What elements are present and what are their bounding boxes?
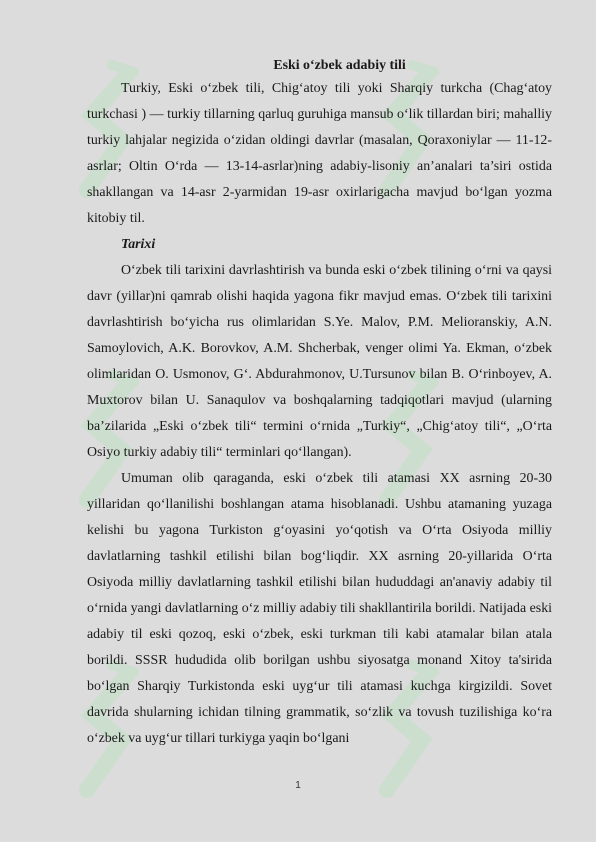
page-number: 1 <box>295 780 301 791</box>
paragraph-intro: Turkiy, Eski o‘zbek tili, Chig‘atoy tili yoki Sharqiy turkcha (Chag‘atoy turkchasi ) — turkiy tillarning qarluq guruhiga mansub o‘lik tillardan biri; mahalliy turkiy lahjalar negizida o‘zidan oldingi davrlar (masalan, Qoraxoniylar — 11-12-asrlar; Oltin O‘rda — 13-14-asrlar)ning adabiy-lisoniy an’analari ta’siri ostida shakllangan va 14-asr 2-yarmidan 19-asr oxirlarigacha mavjud bo‘lgan yozma kitobiy til. <box>87 81 552 226</box>
section-heading-history: Tarixi <box>121 237 156 252</box>
document-title: Eski o‘zbek adabiy tili <box>273 58 406 73</box>
document-body <box>87 56 552 752</box>
paragraph-term-history: Umuman olib qaraganda, eski o‘zbek tili atamasi XX asrning 20-30 yillaridan qo‘llanilishi boshlangan atama hisoblanadi. Ushbu atamaning yuzaga kelishi bu yagona Turkiston g‘oyasini yo‘qotish va O‘rta Osiyoda milliy davlatlarning tashkil etilishi bilan bog‘liqdir. XX asrning 20-yillarida O‘rta Osiyoda milliy davlatlarning tashkil etilishi bilan hududdagi an'anaviy adabiy til o‘rnida yangi davlatlarning o‘z milliy adabiy tili shakllantirila borildi. Natijada eski adabiy til eski qozoq, eski o‘zbek, eski turkman tili kabi atamalar bilan atala borildi. SSSR hududida olib borilgan ushbu siyosatga monand Xitoy ta'sirida bo‘lgan Sharqiy Turkistonda eski uyg‘ur tili atamasi kuchga kirgizildi. Sovet davrida shularning ichidan tilning grammatik, so‘zlik va tovush tuzilishiga ko‘ra o‘zbek va uyg‘ur tillari turkiyga yaqin bo‘lgani <box>87 471 552 746</box>
paragraph-periodization: O‘zbek tili tarixini davrlashtirish va bunda eski o‘zbek tilining o‘rni va qaysi davr (yillar)ni qamrab olishi haqida yagona fikr mavjud emas. O‘zbek tili tarixini davrlashtirish bo‘yicha rus olimlaridan S.Ye. Malov, P.M. Melioranskiy, A.N. Samoylovich, A.K. Borovkov, A.M. Shcherbak, venger olimi Ya. Ekman, o‘zbek olimlaridan O. Usmonov, G‘. Abdurahmonov, U.Tursunov bilan B. O‘rinboyev, A. Muxtorov bilan U. Sanaqulov va boshqalarning tadqiqotlari mavjud (ularning ba’zilarida „Eski o‘zbek tili“ termini o‘rnida „Turkiy“, „Chig‘atoy tili“, „O‘rta Osiyo turkiy adabiy tili“ terminlari qo‘llangan). <box>87 263 552 460</box>
